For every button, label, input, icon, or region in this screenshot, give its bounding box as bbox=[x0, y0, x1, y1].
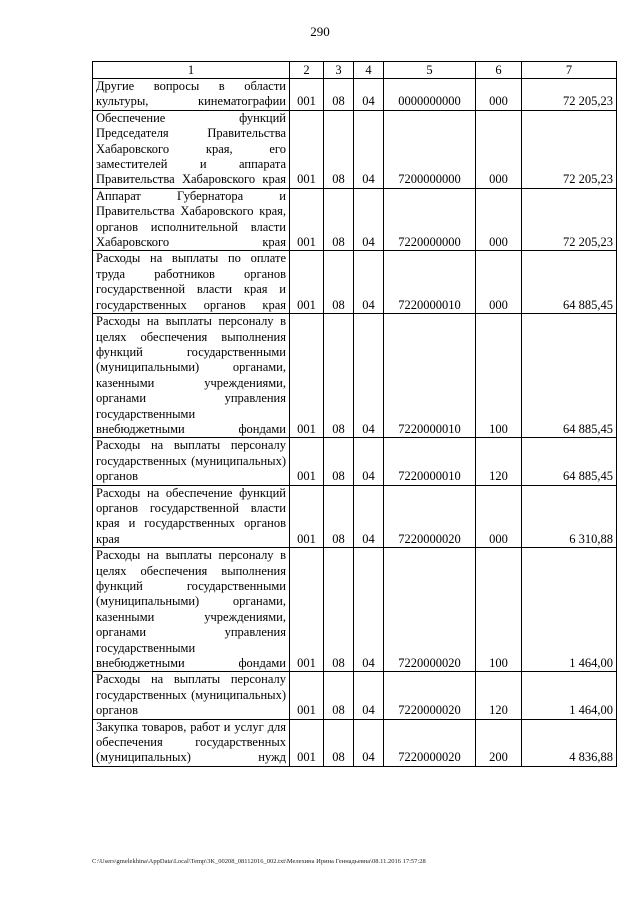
row-name: Другие вопросы в области культуры, кинематографии bbox=[93, 79, 290, 111]
table-row bbox=[93, 485, 617, 548]
row-amount: 64 885,45 bbox=[522, 251, 617, 314]
col-5-code: 7220000010 bbox=[384, 438, 476, 485]
row-name: Закупка товаров, работ и услуг для обеспечения государственных (муниципальных) нужд bbox=[93, 719, 290, 766]
col-4-code: 04 bbox=[354, 188, 384, 251]
col-4-code: 04 bbox=[354, 251, 384, 314]
col-6-code: 000 bbox=[476, 188, 522, 251]
col-6-code: 100 bbox=[476, 314, 522, 438]
col-6-code: 000 bbox=[476, 485, 522, 548]
header-row bbox=[93, 62, 617, 79]
col-2-code: 001 bbox=[290, 672, 324, 719]
col-6-code: 120 bbox=[476, 438, 522, 485]
row-amount: 64 885,45 bbox=[522, 314, 617, 438]
column-header: 6 bbox=[476, 62, 522, 79]
col-5-code: 7220000010 bbox=[384, 251, 476, 314]
row-amount: 6 310,88 bbox=[522, 485, 617, 548]
col-3-code: 08 bbox=[324, 548, 354, 672]
column-header: 3 bbox=[324, 62, 354, 79]
col-4-code: 04 bbox=[354, 672, 384, 719]
table-row bbox=[93, 188, 617, 251]
budget-table bbox=[92, 61, 617, 767]
col-2-code: 001 bbox=[290, 251, 324, 314]
col-4-code: 04 bbox=[354, 438, 384, 485]
page-number: 290 bbox=[310, 24, 330, 39]
col-3-code: 08 bbox=[324, 485, 354, 548]
col-4-code: 04 bbox=[354, 79, 384, 111]
table-row bbox=[93, 79, 617, 111]
col-4-code: 04 bbox=[354, 110, 384, 188]
table-row bbox=[93, 672, 617, 719]
row-amount: 64 885,45 bbox=[522, 438, 617, 485]
col-2-code: 001 bbox=[290, 110, 324, 188]
column-header: 4 bbox=[354, 62, 384, 79]
row-name: Расходы на выплаты персоналу государственных (муниципальных) органов bbox=[93, 672, 290, 719]
column-header: 1 bbox=[93, 62, 290, 79]
col-2-code: 001 bbox=[290, 548, 324, 672]
col-3-code: 08 bbox=[324, 188, 354, 251]
col-2-code: 001 bbox=[290, 719, 324, 766]
row-name: Расходы на обеспечение функций органов государственной власти края и государственных органов края bbox=[93, 485, 290, 548]
column-header: 7 bbox=[522, 62, 617, 79]
table-row bbox=[93, 719, 617, 766]
table-row bbox=[93, 251, 617, 314]
col-2-code: 001 bbox=[290, 79, 324, 111]
col-4-code: 04 bbox=[354, 719, 384, 766]
column-header: 2 bbox=[290, 62, 324, 79]
row-name: Расходы на выплаты персоналу в целях обеспечения выполнения функций государственными (муниципальными) органами, казенными учреждениями, органами управления государственными внебюджетными фондами bbox=[93, 314, 290, 438]
col-5-code: 0000000000 bbox=[384, 79, 476, 111]
column-header: 5 bbox=[384, 62, 476, 79]
col-5-code: 7220000020 bbox=[384, 548, 476, 672]
col-3-code: 08 bbox=[324, 672, 354, 719]
row-amount: 1 464,00 bbox=[522, 672, 617, 719]
col-6-code: 000 bbox=[476, 79, 522, 111]
col-3-code: 08 bbox=[324, 251, 354, 314]
col-4-code: 04 bbox=[354, 548, 384, 672]
col-2-code: 001 bbox=[290, 485, 324, 548]
col-6-code: 200 bbox=[476, 719, 522, 766]
row-name: Обеспечение функций Председателя Правительства Хабаровского края, его заместителей и аппарата Правительства Хабаровского края bbox=[93, 110, 290, 188]
row-amount: 4 836,88 bbox=[522, 719, 617, 766]
col-2-code: 001 bbox=[290, 314, 324, 438]
table-row bbox=[93, 548, 617, 672]
col-6-code: 000 bbox=[476, 110, 522, 188]
col-3-code: 08 bbox=[324, 79, 354, 111]
row-name: Расходы на выплаты по оплате труда работников органов государственной власти края и государственных органов края bbox=[93, 251, 290, 314]
col-3-code: 08 bbox=[324, 110, 354, 188]
col-3-code: 08 bbox=[324, 438, 354, 485]
col-4-code: 04 bbox=[354, 485, 384, 548]
row-name: Аппарат Губернатора и Правительства Хабаровского края, органов исполнительной власти Хабаровского края bbox=[93, 188, 290, 251]
col-5-code: 7220000020 bbox=[384, 485, 476, 548]
row-amount: 72 205,23 bbox=[522, 188, 617, 251]
row-amount: 72 205,23 bbox=[522, 79, 617, 111]
col-4-code: 04 bbox=[354, 314, 384, 438]
table-row bbox=[93, 438, 617, 485]
col-5-code: 7220000020 bbox=[384, 719, 476, 766]
table-row bbox=[93, 110, 617, 188]
footer-file-path: C:\Users\gmelekhina\AppData\Local\Temp\3K_00208_08112016_002.txt\Мелехина Ирина Геннадьевна\08.11.2016 17:57:28 bbox=[92, 858, 426, 865]
col-5-code: 7200000000 bbox=[384, 110, 476, 188]
col-5-code: 7220000020 bbox=[384, 672, 476, 719]
col-5-code: 7220000000 bbox=[384, 188, 476, 251]
row-amount: 1 464,00 bbox=[522, 548, 617, 672]
row-name: Расходы на выплаты персоналу в целях обеспечения выполнения функций государственными (муниципальными) органами, казенными учреждениями, органами управления государственными внебюджетными фондами bbox=[93, 548, 290, 672]
col-2-code: 001 bbox=[290, 188, 324, 251]
col-3-code: 08 bbox=[324, 314, 354, 438]
col-6-code: 100 bbox=[476, 548, 522, 672]
table-row bbox=[93, 314, 617, 438]
row-amount: 72 205,23 bbox=[522, 110, 617, 188]
col-3-code: 08 bbox=[324, 719, 354, 766]
col-6-code: 000 bbox=[476, 251, 522, 314]
col-5-code: 7220000010 bbox=[384, 314, 476, 438]
col-2-code: 001 bbox=[290, 438, 324, 485]
col-6-code: 120 bbox=[476, 672, 522, 719]
row-name: Расходы на выплаты персоналу государственных (муниципальных) органов bbox=[93, 438, 290, 485]
